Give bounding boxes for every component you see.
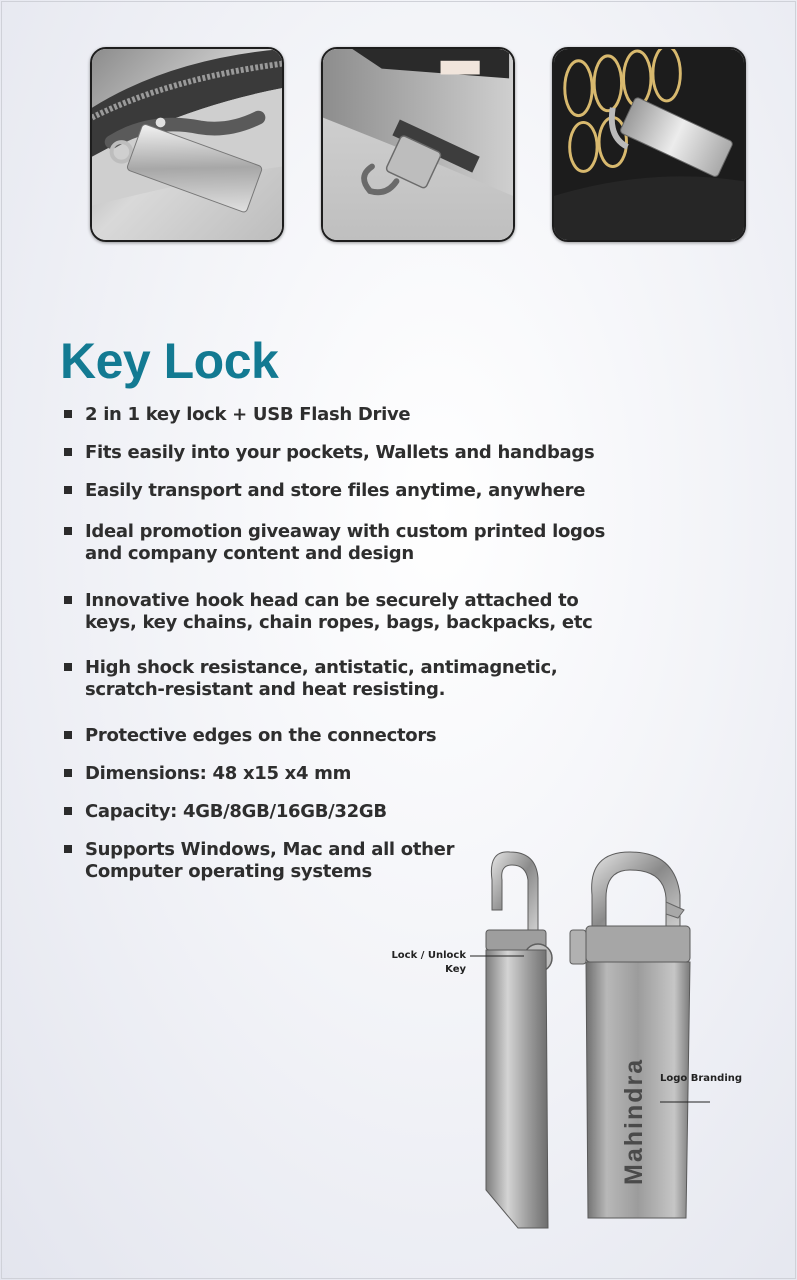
square-bullet-icon: [64, 731, 72, 739]
product-photo-laptop: [321, 47, 515, 242]
feature-text: Innovative hook head can be securely attached to: [85, 590, 579, 611]
feature-item: [62, 725, 622, 747]
logo-branding-callout: [660, 1072, 770, 1086]
feature-text: Computer operating systems: [85, 861, 372, 882]
square-bullet-icon: [64, 596, 72, 604]
product-photo-keyrings: [552, 47, 746, 242]
usb-drive-drawing: [470, 840, 710, 1240]
square-bullet-icon: [64, 410, 72, 418]
feature-text: scratch-resistant and heat resisting.: [85, 679, 446, 700]
feature-text: Supports Windows, Mac and all other: [85, 839, 455, 860]
product-photo-zipper: [90, 47, 284, 242]
keyrings-photo-illustration: [554, 49, 744, 240]
feature-item: [62, 657, 622, 701]
feature-item: [62, 763, 622, 785]
feature-text: Easily transport and store files anytime, anywhere: [85, 480, 586, 501]
square-bullet-icon: [64, 845, 72, 853]
square-bullet-icon: [64, 769, 72, 777]
lock-unlock-label-line1: Lock / Unlock: [391, 950, 466, 961]
square-bullet-icon: [64, 486, 72, 494]
feature-item: [62, 442, 622, 464]
square-bullet-icon: [64, 527, 72, 535]
feature-text: Capacity: 4GB/8GB/16GB/32GB: [85, 801, 387, 822]
lock-unlock-label-line2: Key: [445, 964, 466, 975]
logo-branding-label: Logo Branding: [660, 1073, 743, 1084]
feature-text: Protective edges on the connectors: [85, 725, 437, 746]
feature-text: Dimensions: 48 x15 x4 mm: [85, 763, 352, 784]
feature-text: keys, key chains, chain ropes, bags, backpacks, etc: [85, 612, 593, 633]
page-title: Key Lock: [60, 333, 279, 389]
feature-item: [62, 404, 622, 426]
feature-text: 2 in 1 key lock + USB Flash Drive: [85, 404, 411, 425]
feature-text: High shock resistance, antistatic, antimagnetic,: [85, 657, 558, 678]
laptop-photo-illustration: [323, 49, 513, 240]
lock-unlock-callout: [374, 949, 466, 977]
feature-item: [62, 801, 622, 823]
feature-item: [62, 590, 622, 634]
product-brand-text: Mahindra: [620, 1057, 648, 1185]
feature-text: Fits easily into your pockets, Wallets and handbags: [85, 442, 595, 463]
feature-item: [62, 480, 622, 502]
square-bullet-icon: [64, 448, 72, 456]
feature-text: Ideal promotion giveaway with custom printed logos: [85, 521, 606, 542]
feature-item: [62, 521, 622, 565]
zipper-photo-illustration: [92, 49, 282, 240]
product-illustration: [470, 840, 710, 1240]
square-bullet-icon: [64, 807, 72, 815]
square-bullet-icon: [64, 663, 72, 671]
feature-text: and company content and design: [85, 543, 414, 564]
